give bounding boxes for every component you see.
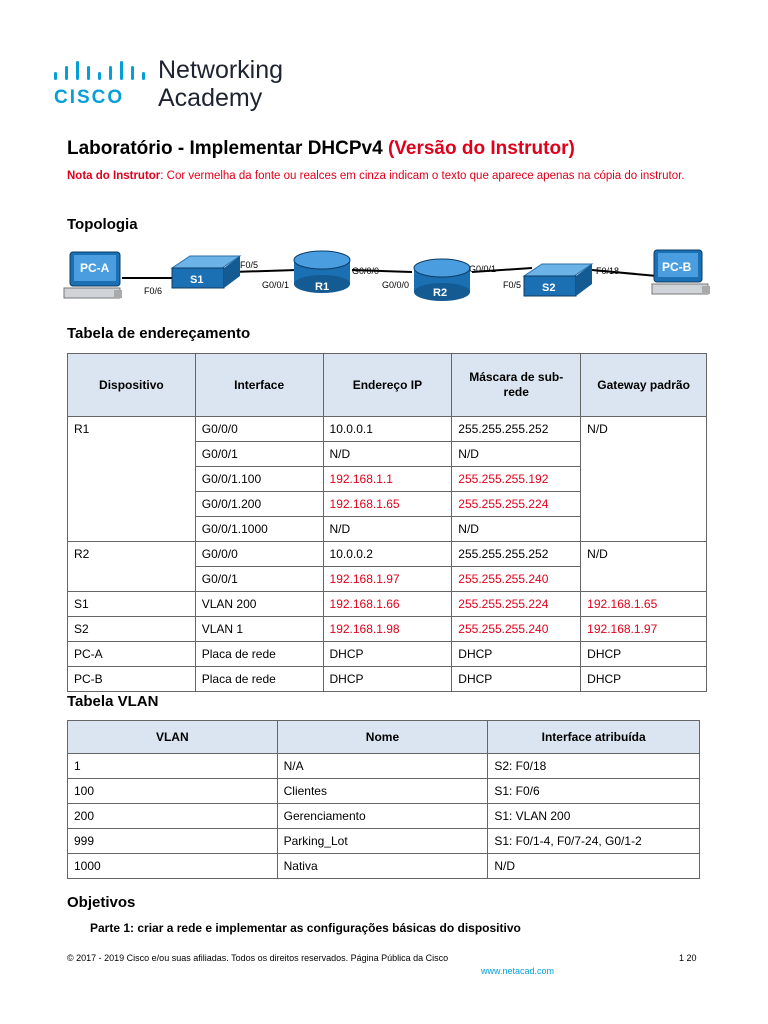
port-label: F0/18 [596,266,620,276]
mask-cell: 255.255.255.240 [452,617,581,642]
table-row [68,542,707,567]
gateway-cell: N/D [581,417,707,542]
mask-cell: 255.255.255.252 [452,417,581,442]
interface-cell: VLAN 200 [195,592,323,617]
title-main: Laboratório - Implementar DHCPv4 [67,138,388,159]
topology-label-s1: S1 [190,274,204,286]
topology-diagram [62,246,718,308]
pc-a-icon [64,252,122,298]
column-header: Interface [195,354,323,417]
vlan-name-cell: Gerenciamento [277,804,488,829]
objectives-heading: Objetivos [67,894,136,911]
switch-s1-icon [172,256,240,288]
table-row [68,592,707,617]
ip-cell: 10.0.0.1 [323,417,452,442]
mask-cell: N/D [452,442,581,467]
table-row [68,854,700,879]
cisco-wordmark: CISCO [54,87,125,108]
column-header: Dispositivo [68,354,196,417]
topology-label-pc-b: PC-B [662,260,692,274]
instructor-note [67,169,707,184]
port-label: F0/6 [144,286,163,296]
table-header-row [68,721,700,754]
cisco-networking-academy-logo [52,58,312,118]
page-title [67,138,575,160]
instructor-note-label: Nota do Instrutor [67,170,161,182]
footer-page-number: 1 20 [679,953,697,963]
table-row [68,667,707,692]
mask-cell: 255.255.255.224 [452,492,581,517]
logo-line1: Networking [158,56,284,84]
table-row [68,804,700,829]
table-row [68,417,707,442]
ip-cell: DHCP [323,667,452,692]
port-label: F0/5 [503,280,522,290]
ip-cell: 192.168.1.66 [323,592,452,617]
table-row [68,642,707,667]
vlan-name-cell: Nativa [277,854,488,879]
vlan-name-cell: Clientes [277,779,488,804]
instructor-note-text: : Cor vermelha da fonte ou realces em cinza indicam o texto que aparece apenas na cópia do instrutor. [160,170,685,182]
device-cell: R2 [68,542,196,592]
table-header-row [68,354,707,417]
cisco-bars-icon [52,61,147,85]
addressing-table [67,353,707,692]
device-cell: R1 [68,417,196,542]
vlan-id-cell: 200 [68,804,278,829]
mask-cell: N/D [452,517,581,542]
device-cell: S2 [68,617,196,642]
mask-cell: 255.255.255.224 [452,592,581,617]
title-instructor-version: (Versão do Instrutor) [387,138,575,159]
device-cell: S1 [68,592,196,617]
column-header: Interface atribuída [488,721,700,754]
port-label: F0/5 [240,260,259,270]
interface-cell: G0/0/1.200 [195,492,323,517]
port-label: G0/0/0 [352,266,380,276]
ip-cell: N/D [323,442,452,467]
ip-cell: N/D [323,517,452,542]
vlan-id-cell: 1 [68,754,278,779]
gateway-cell: DHCP [581,642,707,667]
column-header: Máscara de sub-rede [452,354,581,417]
ip-cell: DHCP [323,642,452,667]
port-label: G0/0/1 [262,280,290,290]
mask-cell: DHCP [452,642,581,667]
objective-part1: Parte 1: criar a rede e implementar as configurações básicas do dispositivo [90,921,521,935]
vlan-interface-cell: S1: F0/1-4, F0/7-24, G0/1-2 [488,829,700,854]
vlan-interface-cell: S1: VLAN 200 [488,804,700,829]
table-row [68,779,700,804]
device-cell: PC-A [68,642,196,667]
topology-label-r1: R1 [315,281,330,293]
interface-cell: G0/0/1.100 [195,467,323,492]
column-header: Endereço IP [323,354,452,417]
vlan-name-cell: N/A [277,754,488,779]
device-cell: PC-B [68,667,196,692]
topology-label-r2: R2 [433,287,448,299]
interface-cell: G0/0/1.1000 [195,517,323,542]
topology-label-s2: S2 [542,282,556,294]
vlan-interface-cell: S2: F0/18 [488,754,700,779]
footer-url-link[interactable]: www.netacad.com [481,966,555,976]
mask-cell: 255.255.255.252 [452,542,581,567]
ip-cell: 10.0.0.2 [323,542,452,567]
address-table-heading: Tabela de endereçamento [67,325,251,342]
interface-cell: G0/0/0 [195,417,323,442]
interface-cell: Placa de rede [195,642,323,667]
vlan-name-cell: Parking_Lot [277,829,488,854]
vlan-interface-cell: N/D [488,854,700,879]
table-row [68,754,700,779]
topology-label-pc-a: PC-A [80,261,110,275]
vlan-id-cell: 100 [68,779,278,804]
vlan-id-cell: 1000 [68,854,278,879]
gateway-cell: N/D [581,542,707,592]
interface-cell: G0/0/1 [195,442,323,467]
logo-line2: Academy [158,84,263,112]
gateway-cell: 192.168.1.65 [581,592,707,617]
vlan-table [67,720,700,879]
port-label: G0/0/1 [469,264,497,274]
ip-cell: 192.168.1.97 [323,567,452,592]
column-header: VLAN [68,721,278,754]
ip-cell: 192.168.1.98 [323,617,452,642]
interface-cell: Placa de rede [195,667,323,692]
switch-s2-icon [524,264,592,296]
footer-copyright: © 2017 - 2019 Cisco e/ou suas afiliadas. Todos os direitos reservados. Página Pública da Cisco [67,953,449,963]
mask-cell: 255.255.255.192 [452,467,581,492]
ip-cell: 192.168.1.1 [323,467,452,492]
port-label: G0/0/0 [382,280,410,290]
gateway-cell: 192.168.1.97 [581,617,707,642]
mask-cell: DHCP [452,667,581,692]
ip-cell: 192.168.1.65 [323,492,452,517]
vlan-table-heading: Tabela VLAN [67,693,159,710]
interface-cell: VLAN 1 [195,617,323,642]
column-header: Nome [277,721,488,754]
table-row [68,617,707,642]
column-header: Gateway padrão [581,354,707,417]
vlan-id-cell: 999 [68,829,278,854]
gateway-cell: DHCP [581,667,707,692]
table-row [68,829,700,854]
mask-cell: 255.255.255.240 [452,567,581,592]
interface-cell: G0/0/1 [195,567,323,592]
vlan-interface-cell: S1: F0/6 [488,779,700,804]
interface-cell: G0/0/0 [195,542,323,567]
topology-heading: Topologia [67,216,138,233]
